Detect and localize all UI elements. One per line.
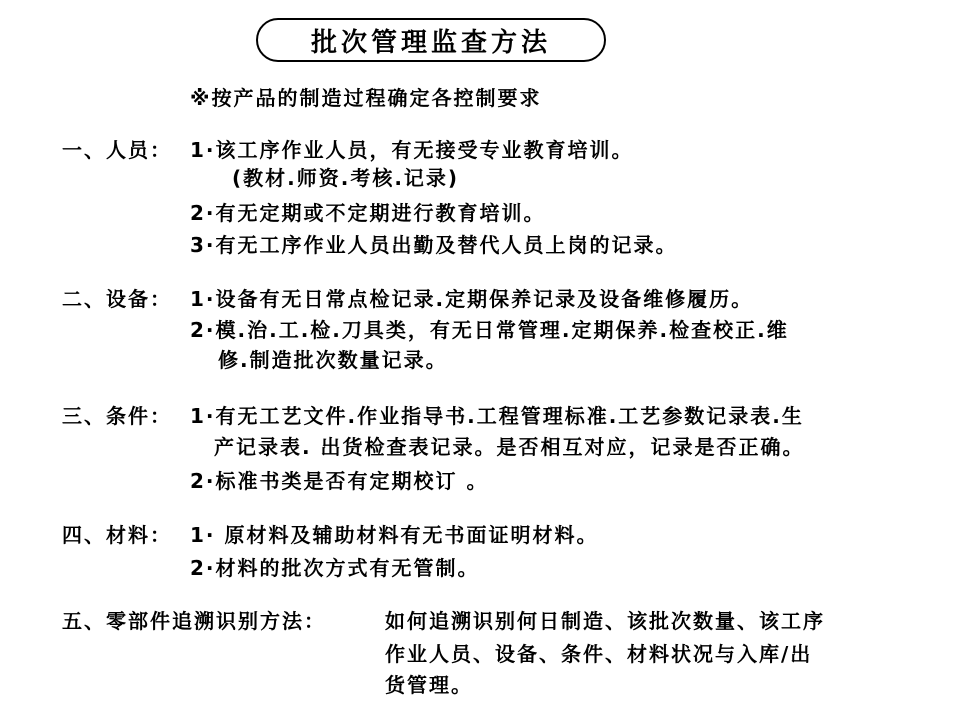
section-line: 产记录表. 出货检查表记录。是否相互对应，记录是否正确。: [214, 435, 805, 459]
section-line: 如何追溯识别何日制造、该批次数量、该工序: [385, 609, 825, 633]
section-line: 1·设备有无日常点检记录.定期保养记录及设备维修履历。: [190, 287, 754, 311]
subtitle: ※按产品的制造过程确定各控制要求: [190, 86, 542, 110]
section-line: 修.制造批次数量记录。: [218, 348, 448, 372]
section-line: 作业人员、设备、条件、材料状况与入库/出: [385, 642, 813, 666]
section-label-personnel: 一、人员：: [62, 138, 172, 162]
section-line: 2·材料的批次方式有无管制。: [190, 556, 480, 580]
title-box: [256, 18, 606, 62]
section-line: 3·有无工序作业人员出勤及替代人员上岗的记录。: [190, 233, 678, 257]
section-line: 1·有无工艺文件.作业指导书.工程管理标准.工艺参数记录表.生: [190, 404, 804, 428]
section-label-traceability: 五、零部件追溯识别方法：: [62, 609, 326, 633]
section-line: (教材.师资.考核.记录): [232, 166, 460, 190]
section-label-materials: 四、材料：: [62, 523, 172, 547]
section-line: 货管理。: [385, 673, 473, 697]
section-line: 2·标准书类是否有定期校订 。: [190, 469, 489, 493]
section-label-conditions: 三、条件：: [62, 404, 172, 428]
section-line: 2·有无定期或不定期进行教育培训。: [190, 201, 546, 225]
section-label-equipment: 二、设备：: [62, 287, 172, 311]
section-line: 1· 原材料及辅助材料有无书面证明材料。: [190, 523, 599, 547]
section-line: 1·该工序作业人员，有无接受专业教育培训。: [190, 138, 634, 162]
page-title: 批次管理监查方法: [310, 27, 551, 58]
section-line: 2·模.治.工.检.刀具类，有无日常管理.定期保养.检查校正.维: [190, 318, 789, 342]
